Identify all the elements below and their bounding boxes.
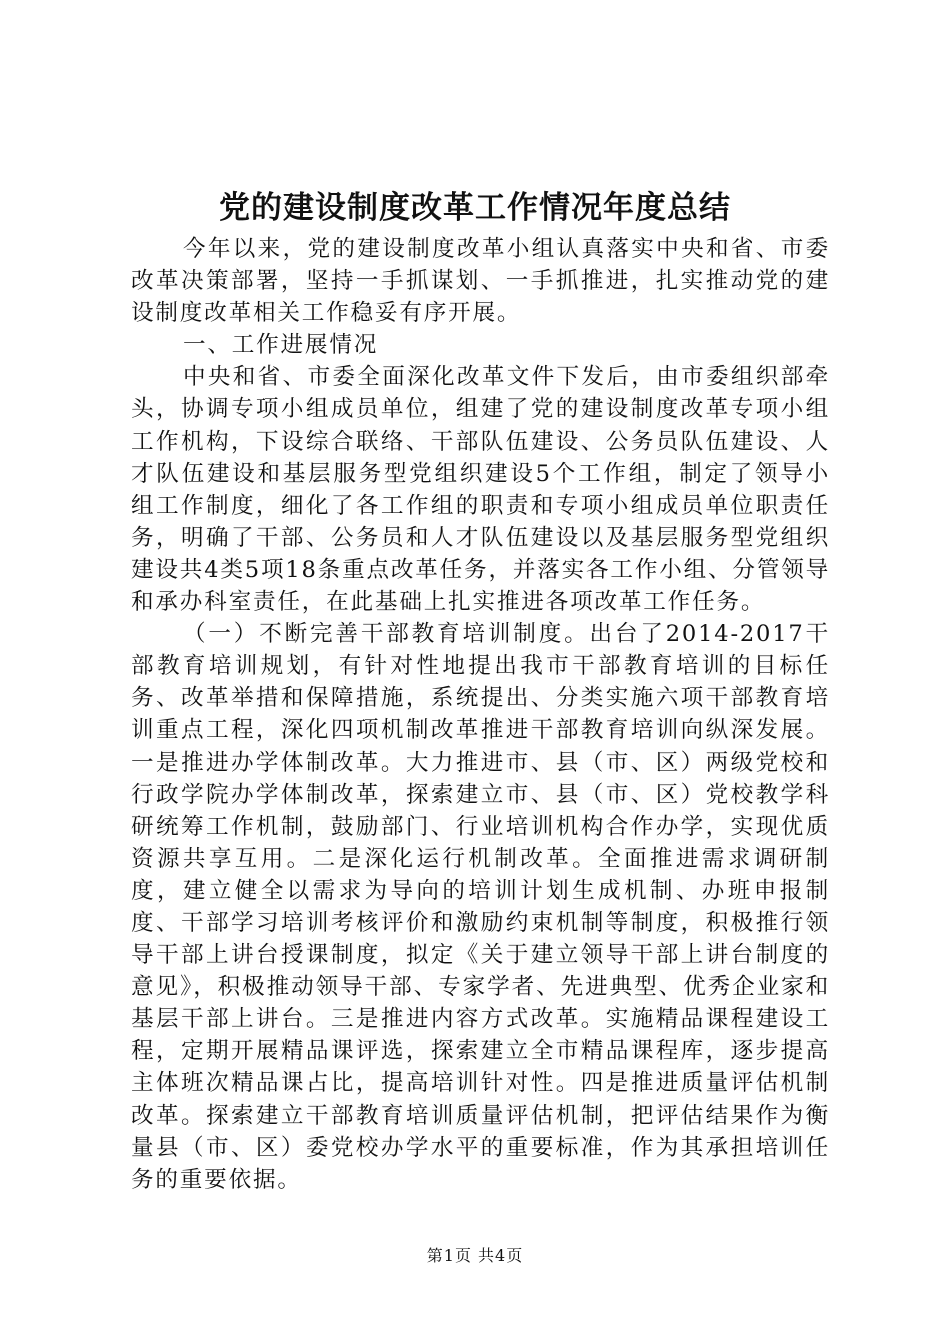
subsection-paragraph: （一）不断完善干部教育培训制度。出台了2014-2017干部教育培训规划，有针对性地提出我市干部教育培训的目标任务、改革举措和保障措施，系统提出、分类实施六项干部教育培训重点工程，深化四项机制改革推进干部教育培训向纵深发展。一是推进办学体制改革。大力推进市、县（市、区）两级党校和行政学院办学体制改革，探索建立市、县（市、区）党校教学科研统筹工作机制，鼓励部门、行业培训机构合作办学，实现优质资源共享互用。二是深化运行机制改革。全面推进需求调研制度，建立健全以需求为导向的培训计划生成机制、办班申报制度、干部学习培训考核评价和激励约束机制等制度，积极推行领导干部上讲台授课制度，拟定《关于建立领导干部上讲台制度的意见》，积极推动领导干部、专家学者、先进典型、优秀企业家和基层干部上讲台。三是推进内容方式改革。实施精品课程建设工程，定期开展精品课评选，探索建立全市精品课程库，逐步提高主体班次精品课占比，提高培训针对性。四是推进质量评估机制改革。探索建立干部教育培训质量评估机制，把评估结果作为衡量县（市、区）委党校办学水平的重要标准，作为其承担培训任务的重要依据。 [131,621,830,1193]
page-number-footer: 第1页 共4页 [426,1246,524,1265]
document-body [131,233,830,1196]
intro-paragraph: 今年以来，党的建设制度改革小组认真落实中央和省、市委改革决策部署，坚持一手抓谋划、一手抓推进，扎实推动党的建设制度改革相关工作稳妥有序开展。 [131,236,830,327]
body-paragraph: 中央和省、市委全面深化改革文件下发后，由市委组织部牵头，协调专项小组成员单位，组建了党的建设制度改革专项小组工作机构，下设综合联络、干部队伍建设、公务员队伍建设、人才队伍建设和基层服务型党组织建设5个工作组，制定了领导小组工作制度，细化了各工作组的职责和专项小组成员单位职责任务，明确了干部、公务员和人才队伍建设以及基层服务型党组织建设共4类5项18条重点改革任务，并落实各工作小组、分管领导和承办科室责任，在此基础上扎实推进各项改革工作任务。 [131,364,830,616]
document-title: 党的建设制度改革工作情况年度总结 [219,190,731,226]
section-heading: 一、工作进展情况 [182,332,379,359]
